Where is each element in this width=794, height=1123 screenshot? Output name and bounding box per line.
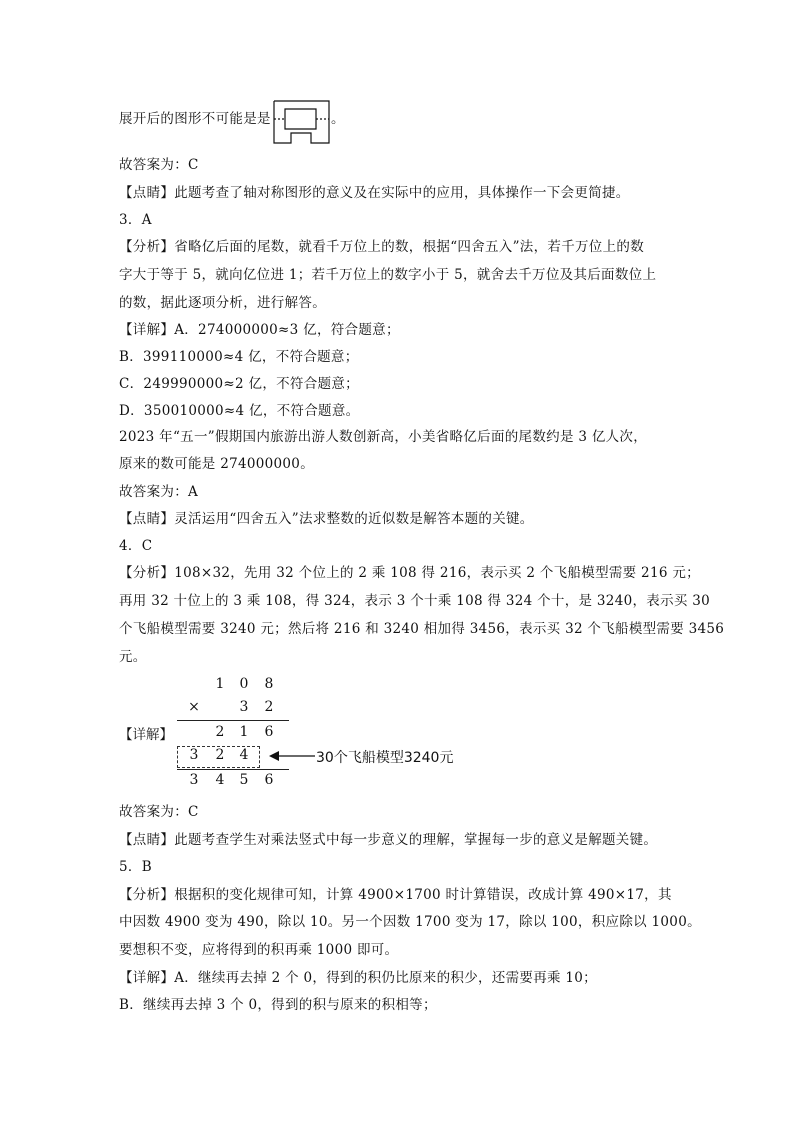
row3-digit: 6 (264, 724, 274, 740)
comment-line-3: 【点睛】灵活运用“四舍五入”法求整数的近似数是解答本题的关键。 (119, 511, 534, 527)
detail-5-line-2: B．继续再去掉 3 个 0，得到的积与原来的积相等； (119, 997, 437, 1013)
analysis-4-line-1: 【分析】108×32，先用 32 个位上的 2 乘 108 得 216，表示买 2 个飞船模型需要 216 元； (119, 565, 700, 581)
row4-digit: 3 (189, 747, 199, 763)
question-number-5: 5．B (119, 859, 152, 875)
analysis-5-line-1: 【分析】根据积的变化规律可知，计算 4900×1700 时计算错误，改成计算 490×17，其 (119, 887, 672, 903)
unfolded-shape-figure (273, 99, 333, 145)
vertical-multiplication (175, 676, 475, 796)
detail-3-line-2: B．399110000≈4 亿，不符合题意； (119, 349, 359, 365)
line-1-end: 。 (331, 111, 345, 127)
comment-line-4: 【点睛】此题考查学生对乘法竖式中每一步意义的理解，掌握每一步的意义是解题关键。 (119, 832, 658, 848)
analysis-5-line-3: 要想积不变，应将得到的积再乘 1000 即可。 (119, 942, 399, 958)
question-number-4: 4．C (119, 538, 153, 554)
row4-digit: 4 (239, 747, 249, 763)
question-number-3: 3．A (119, 212, 152, 228)
line-1-text: 展开后的图形不可能是是 (119, 111, 271, 127)
arrow-left-icon (269, 749, 319, 763)
detail-3-line-1: 【详解】A．274000000≈3 亿，符合题意； (119, 322, 400, 338)
row3-digit: 1 (239, 724, 249, 740)
analysis-4-line-4: 元。 (119, 649, 147, 665)
comment-line-1: 【点睛】此题考查了轴对称图形的意义及在实际中的应用，具体操作一下会更简捷。 (119, 185, 630, 201)
detail-5-line-1: 【详解】A．继续再去掉 2 个 0，得到的积仍比原来的积少，还需要再乘 10； (119, 970, 597, 986)
line-1 (119, 110, 271, 128)
rule-1 (177, 720, 289, 721)
row1-digit: 0 (239, 676, 249, 692)
analysis-3-line-2: 字大于等于 5，就向亿位进 1；若千万位上的数字小于 5，就舍去千万位及其后面数位上 (119, 267, 657, 283)
row5-digit: 5 (239, 772, 249, 788)
row5-digit: 3 (189, 772, 199, 788)
detail-label: 【详解】 (119, 727, 173, 743)
rule-2 (177, 769, 289, 770)
row2-digit: 3 (239, 699, 249, 715)
detail-3-line-5: 2023 年“五一”假期国内旅游出游人数创新高，小美省略亿后面的尾数约是 3 亿人次， (119, 429, 648, 445)
detail-3-line-4: D．350010000≈4 亿，不符合题意。 (119, 403, 360, 419)
analysis-4-line-2: 再用 32 十位上的 3 乘 108，得 324，表示 3 个十乘 108 得 324 个十，是 3240，表示买 30 (119, 593, 711, 609)
analysis-3-line-3: 的数，据此逐项分析，进行解答。 (119, 295, 326, 311)
answer-line-3: 故答案为：A (119, 484, 199, 500)
analysis-5-line-2: 中因数 4900 变为 490，除以 10。另一个因数 1700 变为 17，除以 100，积应除以 1000。 (119, 914, 701, 930)
answer-line-1: 故答案为：C (119, 157, 199, 173)
analysis-3-line-1: 【分析】省略亿后面的尾数，就看千万位上的数，根据“四舍五入”法，若千万位上的数 (119, 239, 645, 255)
analysis-4-line-3: 个飞船模型需要 3240 元；然后将 216 和 3240 相加得 3456，表示买 32 个飞船模型需要 3456 (119, 621, 725, 637)
times-sign: × (188, 699, 200, 715)
row5-digit: 6 (264, 772, 274, 788)
row5-digit: 4 (215, 772, 225, 788)
detail-3-line-6: 原来的数可能是 274000000。 (119, 456, 314, 472)
answer-line-4: 故答案为：C (119, 804, 199, 820)
row1-digit: 8 (264, 676, 274, 692)
row1-digit: 1 (215, 676, 225, 692)
annotation-note: 30个飞船模型3240元 (316, 750, 454, 766)
row3-digit: 2 (215, 724, 225, 740)
row2-digit: 2 (264, 699, 274, 715)
row4-digit: 2 (215, 747, 225, 763)
detail-3-line-3: C．249990000≈2 亿，不符合题意； (119, 376, 359, 392)
